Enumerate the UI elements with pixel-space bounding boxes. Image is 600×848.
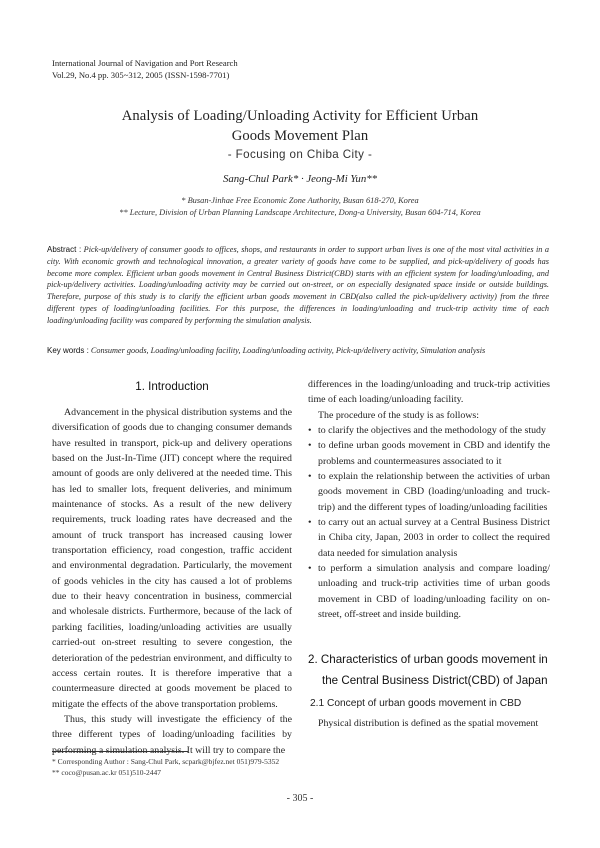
keywords <box>47 346 557 355</box>
paper-subtitle: - Focusing on Chiba City - <box>227 148 373 161</box>
procedure-intro: The procedure of the study is as follows: <box>318 409 479 421</box>
list-item: • to carry out an actual survey at a Central Business District in Chiba city, Japan, 2003 in order to collect the required data needed for simulation analysis <box>308 517 550 559</box>
abstract-text: Pick-up/delivery of consumer goods to offices, shops, and restaurants in order to support urban lives is one of the most vital activities in a city. With economic growth and technological innovation, a greater variety of goods have come to be supplied, and pick-up/delivery of goods has become more complex. Efficient urban goods movement in Central Business District(CBD) starts with an efficient system for loading/unloading, and pick-up/delivery activities. Loading/unloading activity may be carried out on-street, or on especially designated space inside or outside buildings. Therefore, purpose of this study is to clarify the efficient urban goods movement in CBD(also called the pick-up/delivery activity) from the three different types of loading/unloading facilities. For this purpose, the differences in loading/unloading and truck-trip activity time of each loading/unloading facility was compared by performing the simulation analysis. <box>47 245 549 325</box>
procedure-list <box>308 423 550 622</box>
affiliation-1: * Busan-Jinhae Free Economic Zone Authority, Busan 618-270, Korea <box>181 196 419 205</box>
list-item: • to explain the relationship between the activities of urban goods movement in CBD (loading/unloading and truck-trip) and the different types of loading/unloading facilities <box>308 471 550 513</box>
footnote-1: * Corresponding Author : Sang-Chul Park, scpark@bjfez.net 051)979-5352 <box>52 757 280 766</box>
journal-citation: Vol.29, No.4 pp. 305~312, 2005 (ISSN-1598-7701) <box>52 70 230 80</box>
affiliation-2: ** Lecture, Division of Urban Planning Landscape Architecture, Dong-a University, Busan 604-714, Korea <box>119 208 481 217</box>
journal-header <box>52 57 238 81</box>
right-column <box>308 377 550 623</box>
list-item: • to perform a simulation analysis and compare loading/ unloading and truck-trip activities time of urban goods movement in CBD of loading/unloading facility on on-street, off-street and inside building. <box>308 563 550 621</box>
bullet-icon: • <box>308 440 312 452</box>
intro-paragraph-3: differences in the loading/unloading and truck-trip activities time of each loading/unloading facility. <box>308 379 550 406</box>
section-2-text: Physical distribution is defined as the spatial movement <box>318 718 539 729</box>
page-number: - 305 - <box>286 793 314 804</box>
journal-name: International Journal of Navigation and Port Research <box>52 58 238 68</box>
bullet-icon: • <box>308 471 312 483</box>
keywords-text: Consumer goods, Loading/unloading facility, Loading/unloading activity, Pick-up/delivery activity, Simulation analysis <box>90 346 486 355</box>
left-column <box>52 405 292 758</box>
paper-title-line1: Analysis of Loading/Unloading Activity for Efficient Urban <box>121 108 479 124</box>
list-item: • to define urban goods movement in CBD and identify the problems and countermeasures associated to it <box>308 440 550 467</box>
bullet-icon: • <box>308 563 312 575</box>
list-item: • to clarify the objectives and the methodology of the study <box>308 423 550 438</box>
keywords-label: Key words : <box>47 346 89 355</box>
section-1-heading: 1. Introduction <box>135 380 209 393</box>
bullet-icon: • <box>308 517 312 529</box>
intro-paragraph-1: Advancement in the physical distribution systems and the diversification of goods due to changing consumer demands have resulted in transport, pick-up and delivery operations based on the Just-In-Time (JIT) concept where the required amount of goods are only delivered at the needed time. This has led to smaller lots, frequent deliveries, and minimum maintenance of stocks. As a result of the new delivery requirements, truck loading rates have decreased and the amount of truck transport has increased causing lower transportation efficiency, road congestion, traffic accident and environmental degradation. Particularly, the movement of goods vehicles in the city has caused a lot of problems due to their heavy concentration in business, commercial and wholesale districts. Furthermore, because of the lack of parking facilities, loading/unloading activities are usually carried-out on-street resulting to severe congestion, the deterioration of the pedestrian environment, and difficulty to access certain routes. It is therefore imperative that a countermeasure directed at goods movement be placed to mitigate the effects of the above transportation problems. <box>52 407 292 710</box>
section-2-heading: 2. Characteristics of urban goods movement in the Central Business District(CBD) of Japan <box>308 653 548 687</box>
intro-paragraph-2: Thus, this study will investigate the efficiency of the three different types of loading/unloading facilities by performing a simulation analysis. It will try to compare the <box>52 713 292 756</box>
abstract <box>47 244 549 326</box>
subsection-2-1-heading: 2.1 Concept of urban goods movement in CBD <box>310 698 522 709</box>
bullet-icon: • <box>308 425 312 437</box>
abstract-label: Abstract : <box>47 245 82 254</box>
paper-title-line2: Goods Movement Plan <box>231 128 369 144</box>
footnote-2: ** coco@pusan.ac.kr 051)510-2447 <box>52 768 161 777</box>
footnote-divider <box>52 751 188 752</box>
authors: Sang-Chul Park* · Jeong-Mi Yun** <box>222 173 378 185</box>
